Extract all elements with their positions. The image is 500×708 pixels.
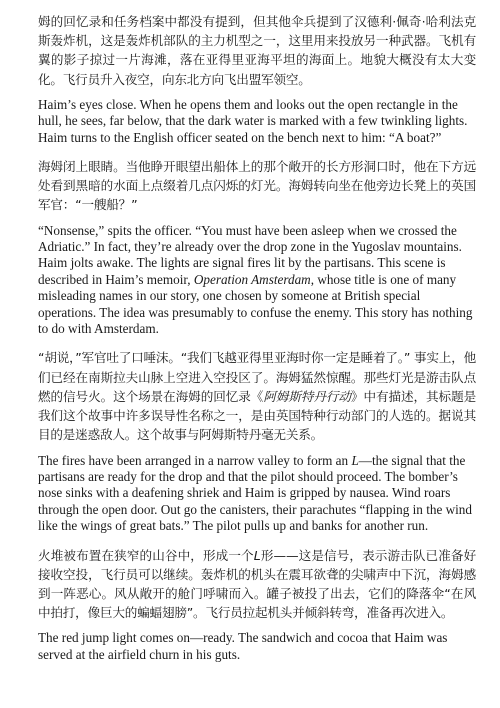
paragraph-zh-1 bbox=[38, 12, 476, 89]
paragraph-en-2 bbox=[38, 223, 476, 338]
paragraph-en-1 bbox=[38, 97, 476, 146]
paragraph-en-3 bbox=[38, 453, 476, 535]
paragraph-zh-4 bbox=[38, 546, 476, 623]
paragraph-text: 姆的回忆录和任务档案中都没有提到，但其他伞兵提到了汉德利·佩奇·哈利法克斯轰炸机，这是轰炸机部队的主力机型之一，这里用来投放另一种武器。飞机有翼的影子掠过一片海滩，落在亚得里亚海平坦的海面上。地貌大概没有太大变化。飞行员升入夜空，向东北方向飞出盟军领空。 bbox=[38, 14, 476, 87]
paragraph-text: —the signal that the partisans are ready for the drop and that the pilot should proceed. The bomber’s nose sinks with a deafening shriek and Haim is gripped by nausea. Wind roars through the open door. Out go the canisters, their parachutes “flapping in the wind like the wings of great bats.” The pilot pulls up and banks for another run. bbox=[38, 452, 472, 534]
paragraph-text: “Nonsense,” spits the officer. “You must have been asleep when we crossed the Adriatic.” In fact, they’re already over the drop zone in the Yugoslav mountains. Haim jolts awake. The lights are signal fires lit by the partisans. This scene is described in Haim’s memoir, bbox=[38, 222, 462, 287]
paragraph-text: The red jump light comes on—ready. The sandwich and cocoa that Haim was served at the airfield churn in his guts. bbox=[38, 630, 448, 662]
paragraph-text: 》中有描述，其标题是我们这个故事中许多误导性名称之一，是由英国特种行动部门的人选的。据说其目的是迷惑敌人。这个故事与阿姆斯特丹毫无关系。 bbox=[38, 388, 476, 443]
paragraph-en-4 bbox=[38, 630, 476, 663]
paragraph-text: 火堆被布置在狭窄的山谷中，形成一个 bbox=[38, 547, 254, 563]
book-title: Operation Amsterdam bbox=[193, 271, 311, 287]
book-title: 阿姆斯特丹行动 bbox=[263, 388, 351, 404]
paragraph-zh-2 bbox=[38, 157, 476, 215]
letter-l: L bbox=[351, 452, 359, 468]
document-page bbox=[38, 12, 476, 674]
paragraph-text: , whose title is one of many misleading names in our story, one chosen by someone at British special operations. The idea was presumably to confuse the enemy. This story has nothing to do with Amsterdam. bbox=[38, 271, 473, 337]
paragraph-zh-3 bbox=[38, 348, 476, 444]
paragraph-text: “胡说，”军官吐了口唾沫。“我们飞越亚得里亚海时你一定是睡着了。” 事实上，他们已经在南斯拉夫山脉上空进入空投区了。海姆猛然惊醒。那些灯光是游击队点燃的信号火。这个场景在海姆的回忆录《 bbox=[38, 350, 476, 404]
paragraph-text: 形——这是信号，表示游击队已准备好接收空投，飞行员可以继续。轰炸机的机头在震耳欲聋的尖啸声中下沉，海姆感到一阵恶心。风从敞开的舱门呼啸而入。罐子被投了出去，它们的降落伞“在风中拍打，像巨大的蝙蝠翅膀”。飞行员拉起机头并倾斜转弯，准备再次进入。 bbox=[38, 547, 476, 621]
paragraph-text: 海姆闭上眼睛。当他睁开眼望出船体上的那个敞开的长方形洞口时，他在下方远处看到黑暗的水面上点缀着几点闪烁的灯光。海姆转向坐在他旁边长凳上的英国军官：“一艘船？” bbox=[38, 159, 476, 213]
paragraph-text: Haim’s eyes close. When he opens them and looks out the open rectangle in the hull, he sees, far below, that the dark water is marked with a few twinkling lights. Haim turns to the English officer seated on the bench next to him: “A boat?” bbox=[38, 96, 468, 145]
paragraph-text: The fires have been arranged in a narrow valley to form an bbox=[38, 452, 352, 468]
letter-l: L bbox=[253, 547, 261, 563]
